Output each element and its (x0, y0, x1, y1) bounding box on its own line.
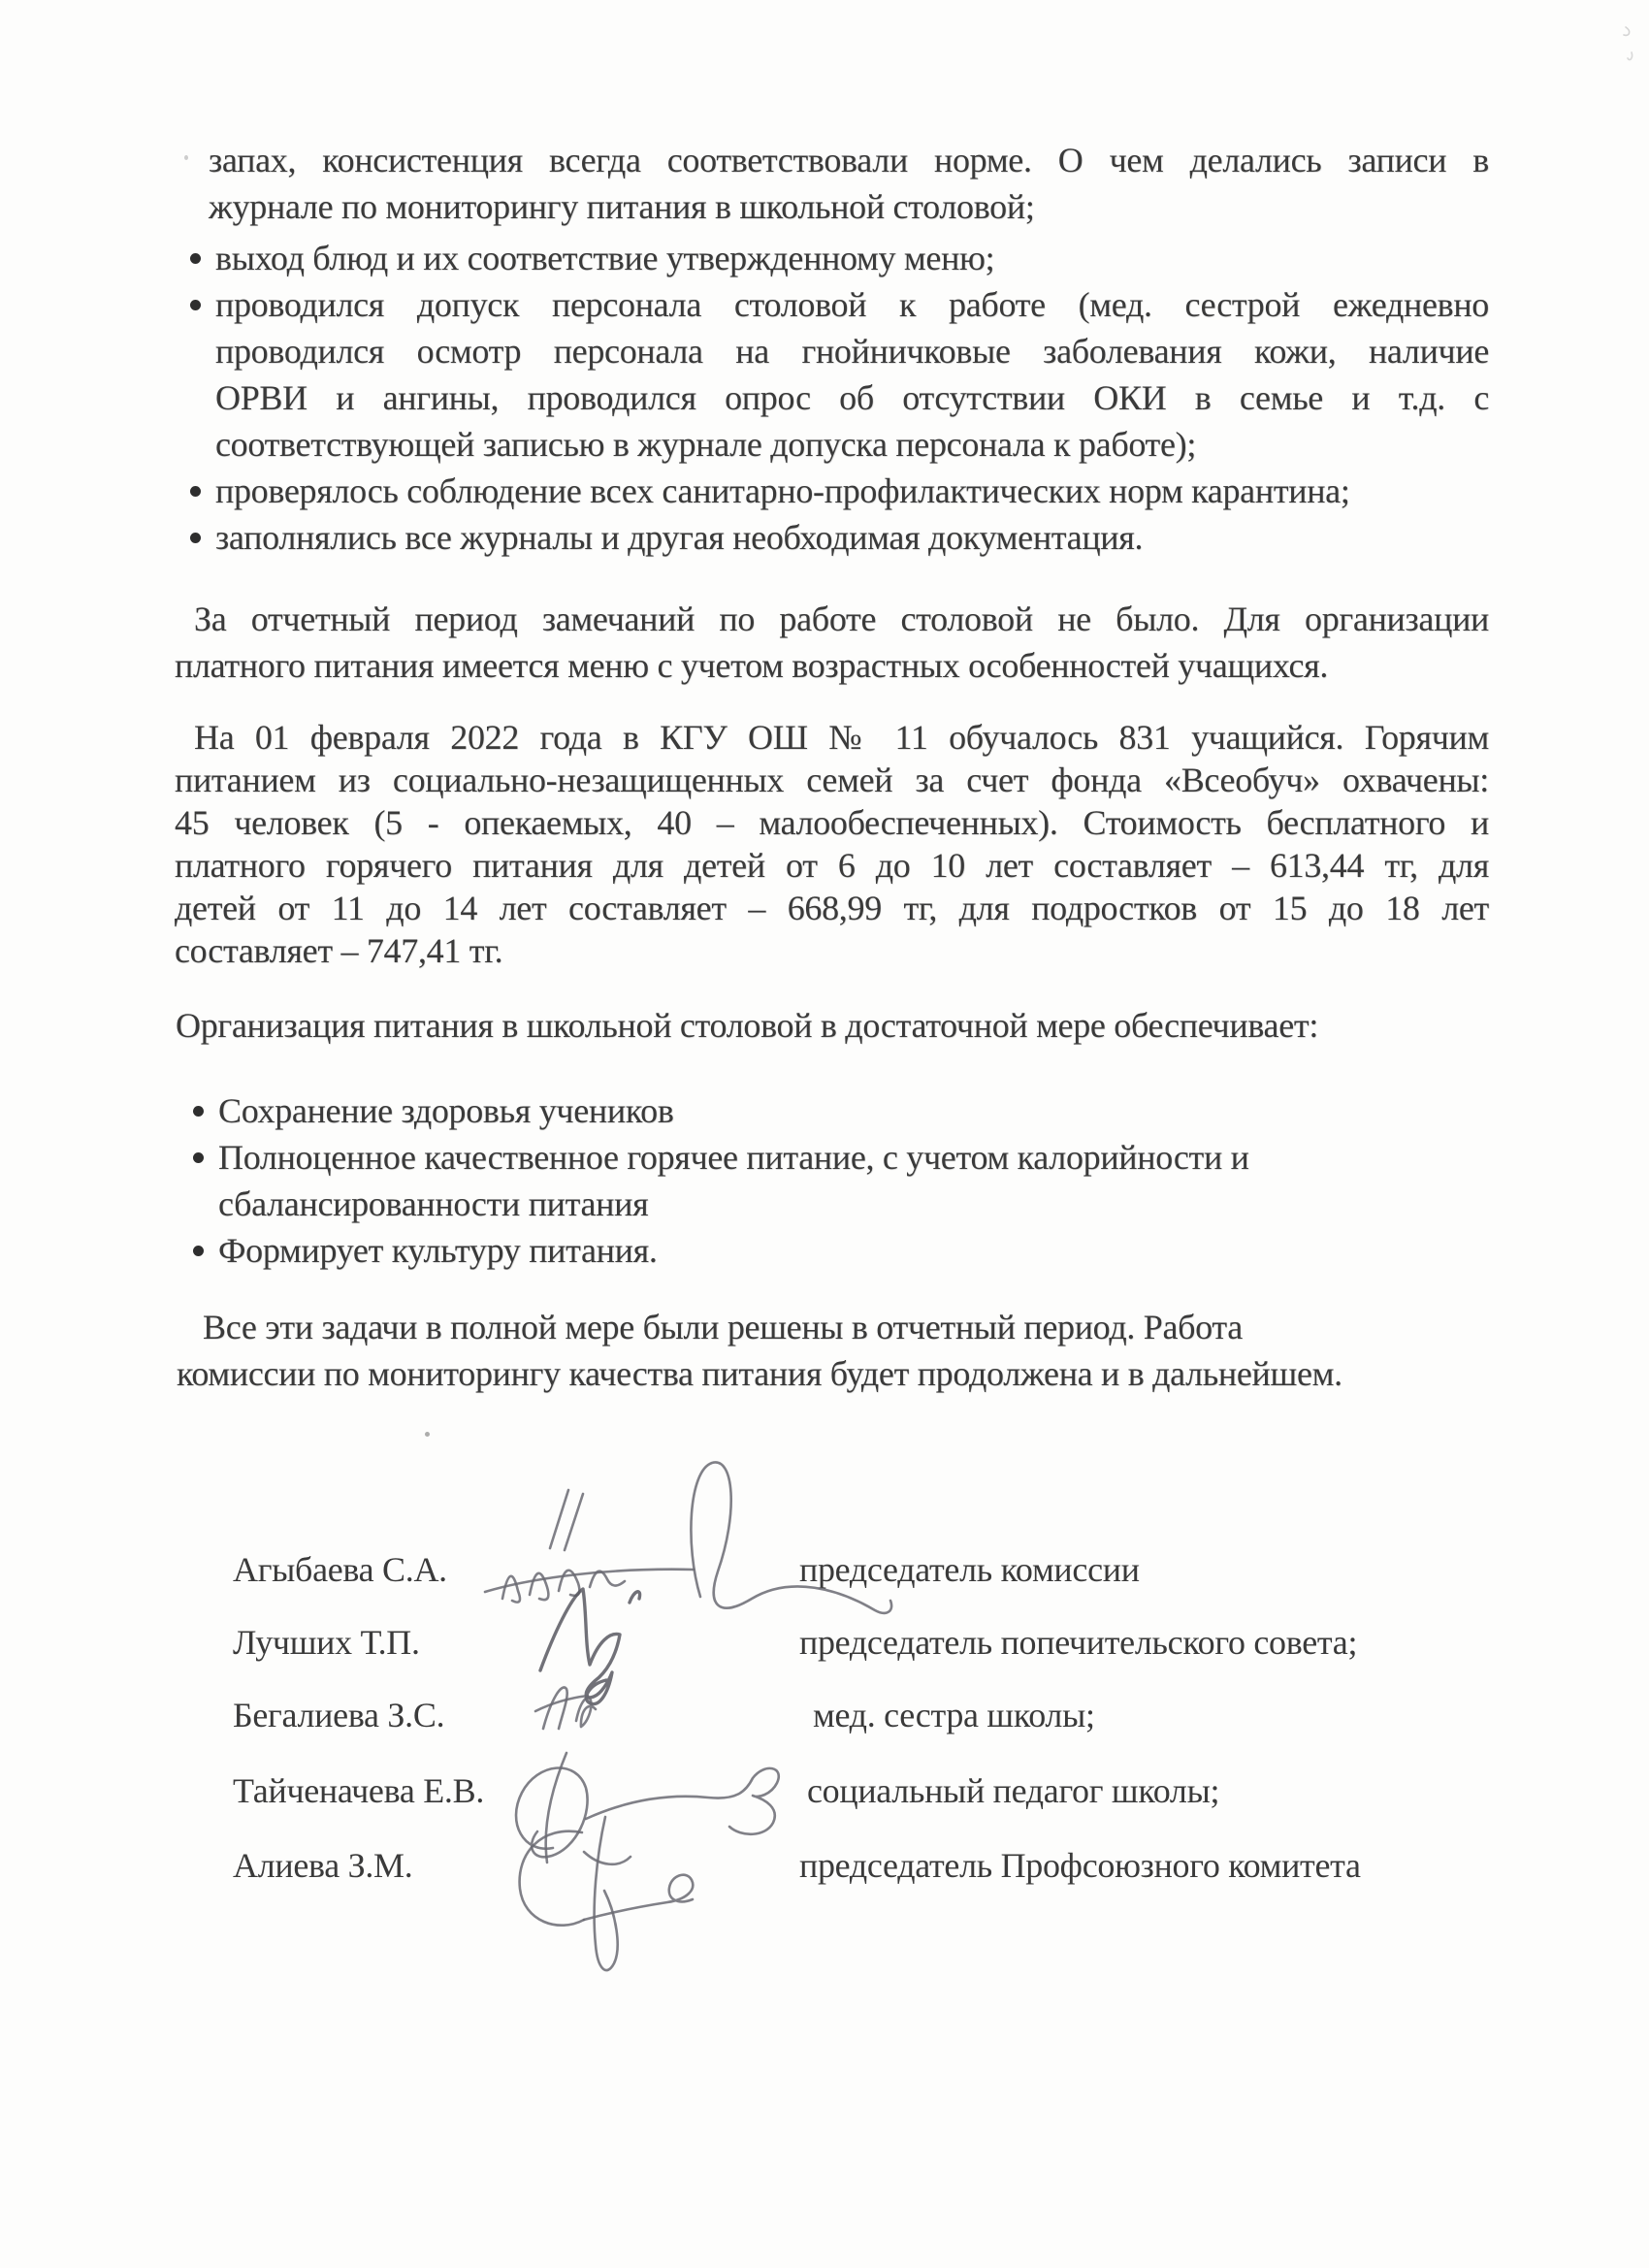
text-line: Все эти задачи в полной мере были решены в отчетный период. Работа (203, 1308, 1243, 1346)
scan-artifact-mark (1612, 19, 1647, 68)
paragraph-provides (176, 1002, 1534, 1049)
text-line: 45 человек (5 - опекаемых, 40 – малообеспеченных). Стоимость бесплатного и (175, 803, 1489, 842)
text-line: Организация питания в школьной столовой в достаточной мере обеспечивает: (176, 1006, 1319, 1045)
scan-speck (184, 155, 188, 160)
signature-row (0, 1842, 1649, 1889)
text-line: питанием из социально-незащищенных семей за счет фонда «Всеобуч» охвачены: (175, 761, 1489, 799)
list-item (178, 1087, 1497, 1134)
text-line: За отчетный период замечаний по работе столовой не было. Для организации (194, 599, 1489, 638)
signatory-name: Алиева З.М. (233, 1846, 413, 1885)
paragraph-conclusion (177, 1304, 1447, 1397)
signatory-name: Тайченачева Е.В. (233, 1771, 485, 1810)
signatory-name: Лучших Т.П. (233, 1623, 420, 1662)
paragraph-statistics (175, 716, 1489, 972)
text-line: Сохранение здоровья учеников (218, 1091, 674, 1130)
text-line: комиссии по мониторингу качества питания будет продолжена и в дальнейшем. (177, 1354, 1342, 1393)
text-line: сбалансированности питания (218, 1184, 649, 1223)
list-item (175, 468, 1489, 514)
text-line: проверялось соблюдение всех санитарно-профилактических норм карантина; (215, 471, 1350, 510)
paragraph-summary (175, 596, 1489, 689)
signature-row (0, 1692, 1649, 1738)
signatory-role: социальный педагог школы; (807, 1771, 1220, 1810)
text-line: Полноценное качественное горячее питание, с учетом калорийности и (218, 1138, 1249, 1177)
list-item (178, 1227, 1497, 1274)
scan-speck (425, 1432, 430, 1437)
text-line: платного питания имеется меню с учетом возрастных особенностей учащихся. (175, 646, 1329, 685)
signatory-role: председатель попечительского совета; (799, 1623, 1358, 1662)
text-line: составляет – 747,41 тг. (175, 931, 503, 970)
text-line: ОРВИ и ангины, проводился опрос об отсутствии ОКИ в семье и т.д. с (215, 378, 1489, 417)
signature-row (0, 1619, 1649, 1666)
text-line: Формирует культуру питания. (218, 1231, 658, 1270)
list-item (175, 514, 1489, 561)
text-line: соответствующей записью в журнале допуска персонала к работе); (215, 425, 1197, 464)
signature-row (0, 1546, 1649, 1593)
text-line: проводился осмотр персонала на гнойничковые заболевания кожи, наличие (215, 332, 1489, 371)
signature-row (0, 1767, 1649, 1814)
text-line: детей от 11 до 14 лет составляет – 668,99 тг, для подростков от 15 до 18 лет (175, 889, 1489, 927)
text-line: запах, консистенция всегда соответствовали норме. О чем делались записи в (209, 141, 1489, 179)
text-line: заполнялись все журналы и другая необходимая документация. (215, 518, 1144, 557)
signatory-role: председатель комиссии (799, 1550, 1140, 1589)
list-item (175, 235, 1489, 281)
text-line: На 01 февраля 2022 года в КГУ ОШ № 11 обучалось 831 учащийся. Горячим (194, 718, 1489, 757)
handwritten-signature-alieva (487, 1798, 768, 1987)
text-line: проводился допуск персонала столовой к работе (мед. сестрой ежедневно (215, 285, 1489, 324)
signatory-name: Бегалиева З.С. (233, 1696, 445, 1734)
signatory-name: Агыбаева С.А. (233, 1550, 447, 1589)
signatory-role: мед. сестра школы; (813, 1696, 1095, 1734)
text-line: выход блюд и их соответствие утвержденному меню; (215, 239, 995, 277)
bullet-list-monitoring (175, 235, 1489, 561)
text-line: журнале по мониторингу питания в школьной столовой; (209, 187, 1035, 226)
bullet-list-benefits (178, 1087, 1497, 1274)
continuation-paragraph (209, 137, 1489, 230)
text-line: платного горячего питания для детей от 6 до 10 лет составляет – 613,44 тг, для (175, 846, 1489, 885)
list-item (178, 1134, 1497, 1227)
signatory-role: председатель Профсоюзного комитета (799, 1846, 1361, 1885)
list-item (175, 281, 1489, 468)
